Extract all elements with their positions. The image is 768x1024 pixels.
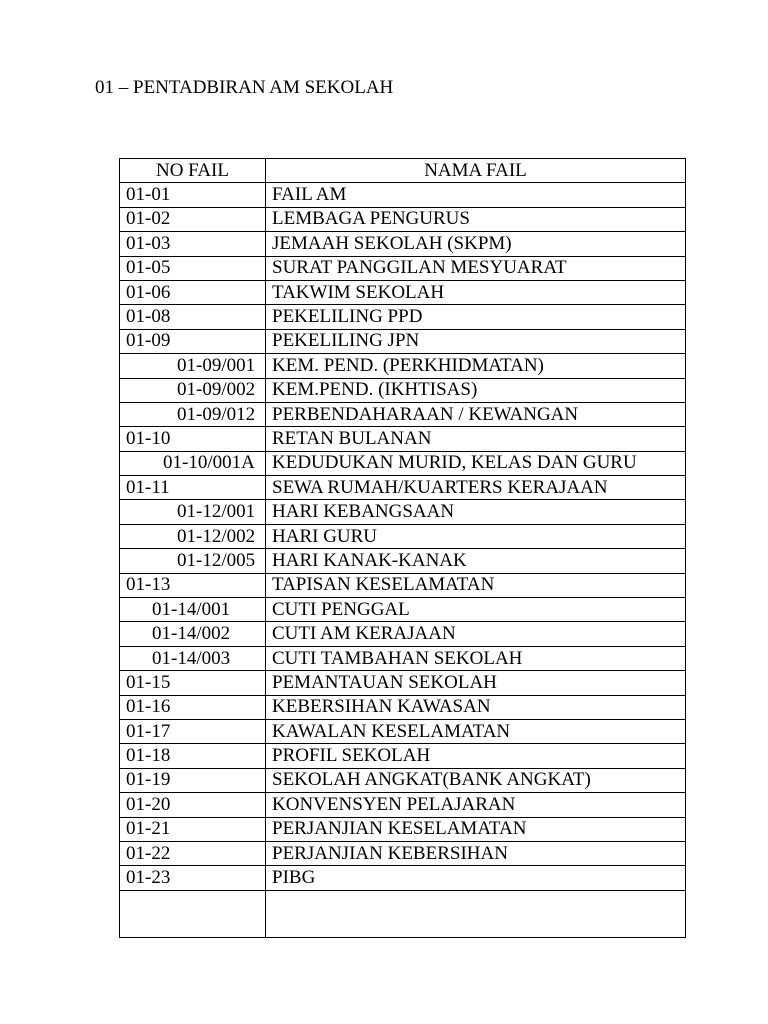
file-number-cell: 01-11 — [120, 476, 266, 500]
table-row — [120, 841, 686, 865]
file-name-cell: KEDUDUKAN MURID, KELAS DAN GURU — [266, 451, 686, 475]
file-name-cell: CUTI TAMBAHAN SEKOLAH — [266, 646, 686, 670]
file-name-cell: KEM. PEND. (PERKHIDMATAN) — [266, 354, 686, 378]
file-name-cell: TAPISAN KESELAMATAN — [266, 573, 686, 597]
file-number-cell: 01-06 — [120, 280, 266, 304]
file-name-cell: PIBG — [266, 866, 686, 890]
table-row — [120, 232, 686, 256]
table-row — [120, 573, 686, 597]
file-number-cell: 01-17 — [120, 719, 266, 743]
table-row — [120, 598, 686, 622]
file-number-cell: 01-22 — [120, 841, 266, 865]
file-number-cell: 01-03 — [120, 232, 266, 256]
header-nama-fail: NAMA FAIL — [266, 159, 686, 183]
table-row — [120, 280, 686, 304]
page-title: 01 – PENTADBIRAN AM SEKOLAH — [95, 77, 394, 98]
table-row — [120, 719, 686, 743]
file-number-cell: 01-02 — [120, 207, 266, 231]
table-row — [120, 256, 686, 280]
table-row — [120, 768, 686, 792]
file-number-cell: 01-23 — [120, 866, 266, 890]
file-number-cell: 01-14/003 — [120, 646, 266, 670]
file-number-cell: 01-05 — [120, 256, 266, 280]
table-row — [120, 695, 686, 719]
file-number-cell: 01-16 — [120, 695, 266, 719]
file-name-cell: RETAN BULANAN — [266, 427, 686, 451]
table-row — [120, 183, 686, 207]
file-number-cell: 01-12/005 — [120, 549, 266, 573]
table-row — [120, 305, 686, 329]
table-row — [120, 817, 686, 841]
file-name-cell: KONVENSYEN PELAJARAN — [266, 793, 686, 817]
table-header-row — [120, 159, 686, 183]
file-number-cell: 01-09 — [120, 329, 266, 353]
table-row — [120, 329, 686, 353]
file-name-cell: JEMAAH SEKOLAH (SKPM) — [266, 232, 686, 256]
table-row — [120, 671, 686, 695]
table-row — [120, 793, 686, 817]
file-name-cell: HARI KEBANGSAAN — [266, 500, 686, 524]
file-name-cell: PROFIL SEKOLAH — [266, 744, 686, 768]
file-name-cell: LEMBAGA PENGURUS — [266, 207, 686, 231]
file-name-cell: HARI GURU — [266, 524, 686, 548]
file-number-cell: 01-09/012 — [120, 402, 266, 426]
table-row — [120, 427, 686, 451]
file-name-cell: SEWA RUMAH/KUARTERS KERAJAAN — [266, 476, 686, 500]
file-number-cell — [120, 890, 266, 937]
file-number-cell: 01-09/002 — [120, 378, 266, 402]
file-number-cell: 01-14/001 — [120, 598, 266, 622]
file-name-cell: CUTI PENGGAL — [266, 598, 686, 622]
table-row — [120, 451, 686, 475]
table-row — [120, 476, 686, 500]
file-name-cell: SEKOLAH ANGKAT(BANK ANGKAT) — [266, 768, 686, 792]
file-number-cell: 01-13 — [120, 573, 266, 597]
table-row — [120, 402, 686, 426]
file-name-cell: SURAT PANGGILAN MESYUARAT — [266, 256, 686, 280]
table-row — [120, 744, 686, 768]
file-name-cell: KEM.PEND. (IKHTISAS) — [266, 378, 686, 402]
file-name-cell: PEKELILING JPN — [266, 329, 686, 353]
file-name-cell: FAIL AM — [266, 183, 686, 207]
file-name-cell: PERJANJIAN KESELAMATAN — [266, 817, 686, 841]
file-number-cell: 01-19 — [120, 768, 266, 792]
file-name-cell: PERBENDAHARAAN / KEWANGAN — [266, 402, 686, 426]
table-body — [120, 183, 686, 937]
table-row — [120, 646, 686, 670]
table-row — [120, 890, 686, 937]
file-name-cell: CUTI AM KERAJAAN — [266, 622, 686, 646]
file-name-cell: HARI KANAK-KANAK — [266, 549, 686, 573]
table-row — [120, 207, 686, 231]
file-number-cell: 01-01 — [120, 183, 266, 207]
file-name-cell: TAKWIM SEKOLAH — [266, 280, 686, 304]
file-name-cell — [266, 890, 686, 937]
file-index-table — [119, 158, 686, 938]
table-row — [120, 354, 686, 378]
file-number-cell: 01-21 — [120, 817, 266, 841]
table-row — [120, 524, 686, 548]
file-number-cell: 01-12/001 — [120, 500, 266, 524]
file-name-cell: PERJANJIAN KEBERSIHAN — [266, 841, 686, 865]
file-name-cell: KAWALAN KESELAMATAN — [266, 719, 686, 743]
file-number-cell: 01-12/002 — [120, 524, 266, 548]
file-number-cell: 01-14/002 — [120, 622, 266, 646]
table-row — [120, 500, 686, 524]
table-row — [120, 378, 686, 402]
file-number-cell: 01-09/001 — [120, 354, 266, 378]
file-name-cell: KEBERSIHAN KAWASAN — [266, 695, 686, 719]
table-row — [120, 549, 686, 573]
file-number-cell: 01-15 — [120, 671, 266, 695]
header-no-fail: NO FAIL — [120, 159, 266, 183]
table-row — [120, 622, 686, 646]
file-name-cell: PEKELILING PPD — [266, 305, 686, 329]
file-name-cell: PEMANTAUAN SEKOLAH — [266, 671, 686, 695]
file-number-cell: 01-18 — [120, 744, 266, 768]
file-number-cell: 01-20 — [120, 793, 266, 817]
file-number-cell: 01-10/001A — [120, 451, 266, 475]
file-number-cell: 01-08 — [120, 305, 266, 329]
table-row — [120, 866, 686, 890]
file-number-cell: 01-10 — [120, 427, 266, 451]
